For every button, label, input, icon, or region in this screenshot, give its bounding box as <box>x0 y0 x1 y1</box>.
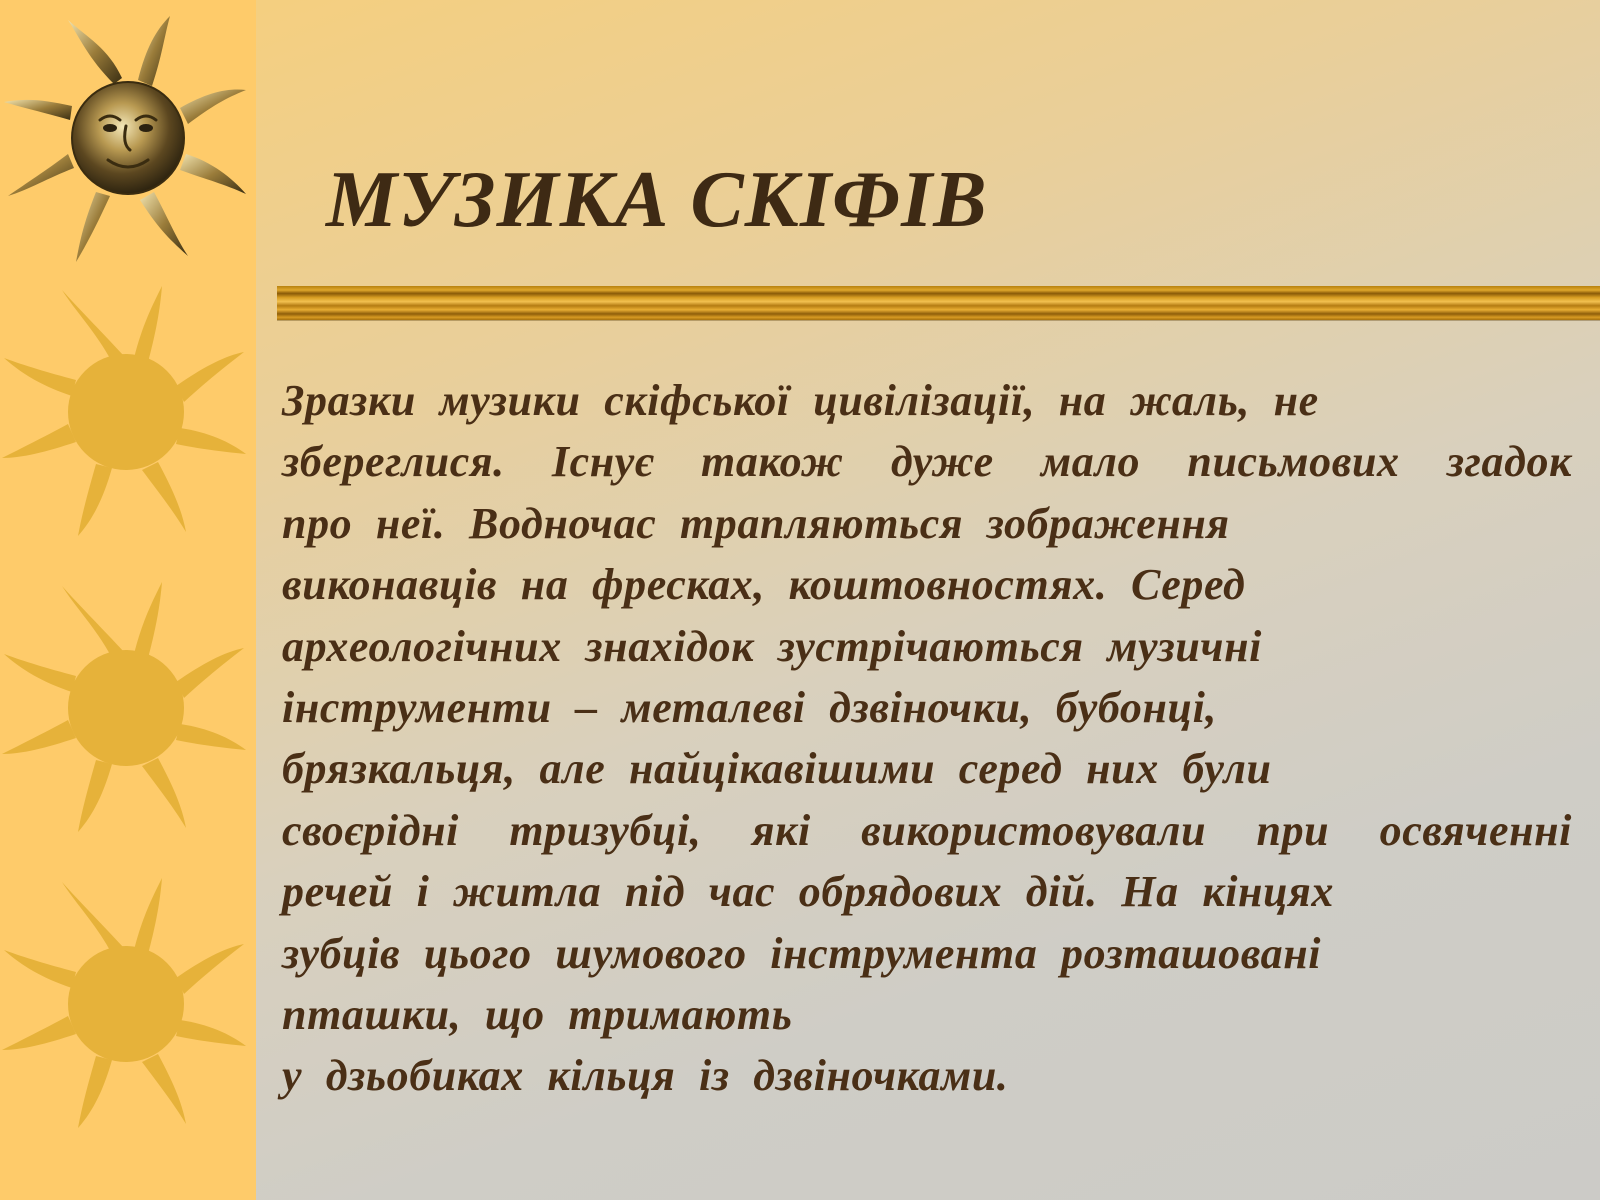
body-line: виконавців на фресках, коштовностях. Серед <box>282 560 1246 610</box>
slide-title: МУЗИКА СКІФІВ <box>326 156 988 244</box>
sun-icon <box>0 874 256 1134</box>
bronze-sun-face-icon <box>0 8 256 268</box>
sun-icon <box>0 578 256 838</box>
body-line: брязкальця, але найцікавішими серед них були <box>282 744 1272 794</box>
body-line: речей і житла під час обрядових дій. На кінцях <box>282 867 1335 917</box>
body-line: інструменти – металеві дзвіночки, бубонці, <box>282 683 1218 733</box>
body-line: пташки, що тримають <box>282 990 793 1040</box>
sun-icon <box>0 282 256 542</box>
body-line: у дзьобиках кільця із дзвіночками. <box>282 1051 1009 1101</box>
body-line: археологічних знахідок зустрічаються музичні <box>282 621 1262 671</box>
title-divider <box>277 286 1600 320</box>
slide-body <box>282 370 1572 1107</box>
body-line: про неї. Водночас трапляються зображення <box>282 498 1230 548</box>
body-line: зубців цього шумового інструмента розташовані <box>282 928 1322 978</box>
body-line: збереглися. Існує також дуже мало письмових згадок <box>282 437 1572 487</box>
body-line: своєрідні тризубці, які використовували при освяченні <box>282 805 1572 855</box>
body-line: Зразки музики скіфської цивілізації, на жаль, не <box>282 376 1319 425</box>
